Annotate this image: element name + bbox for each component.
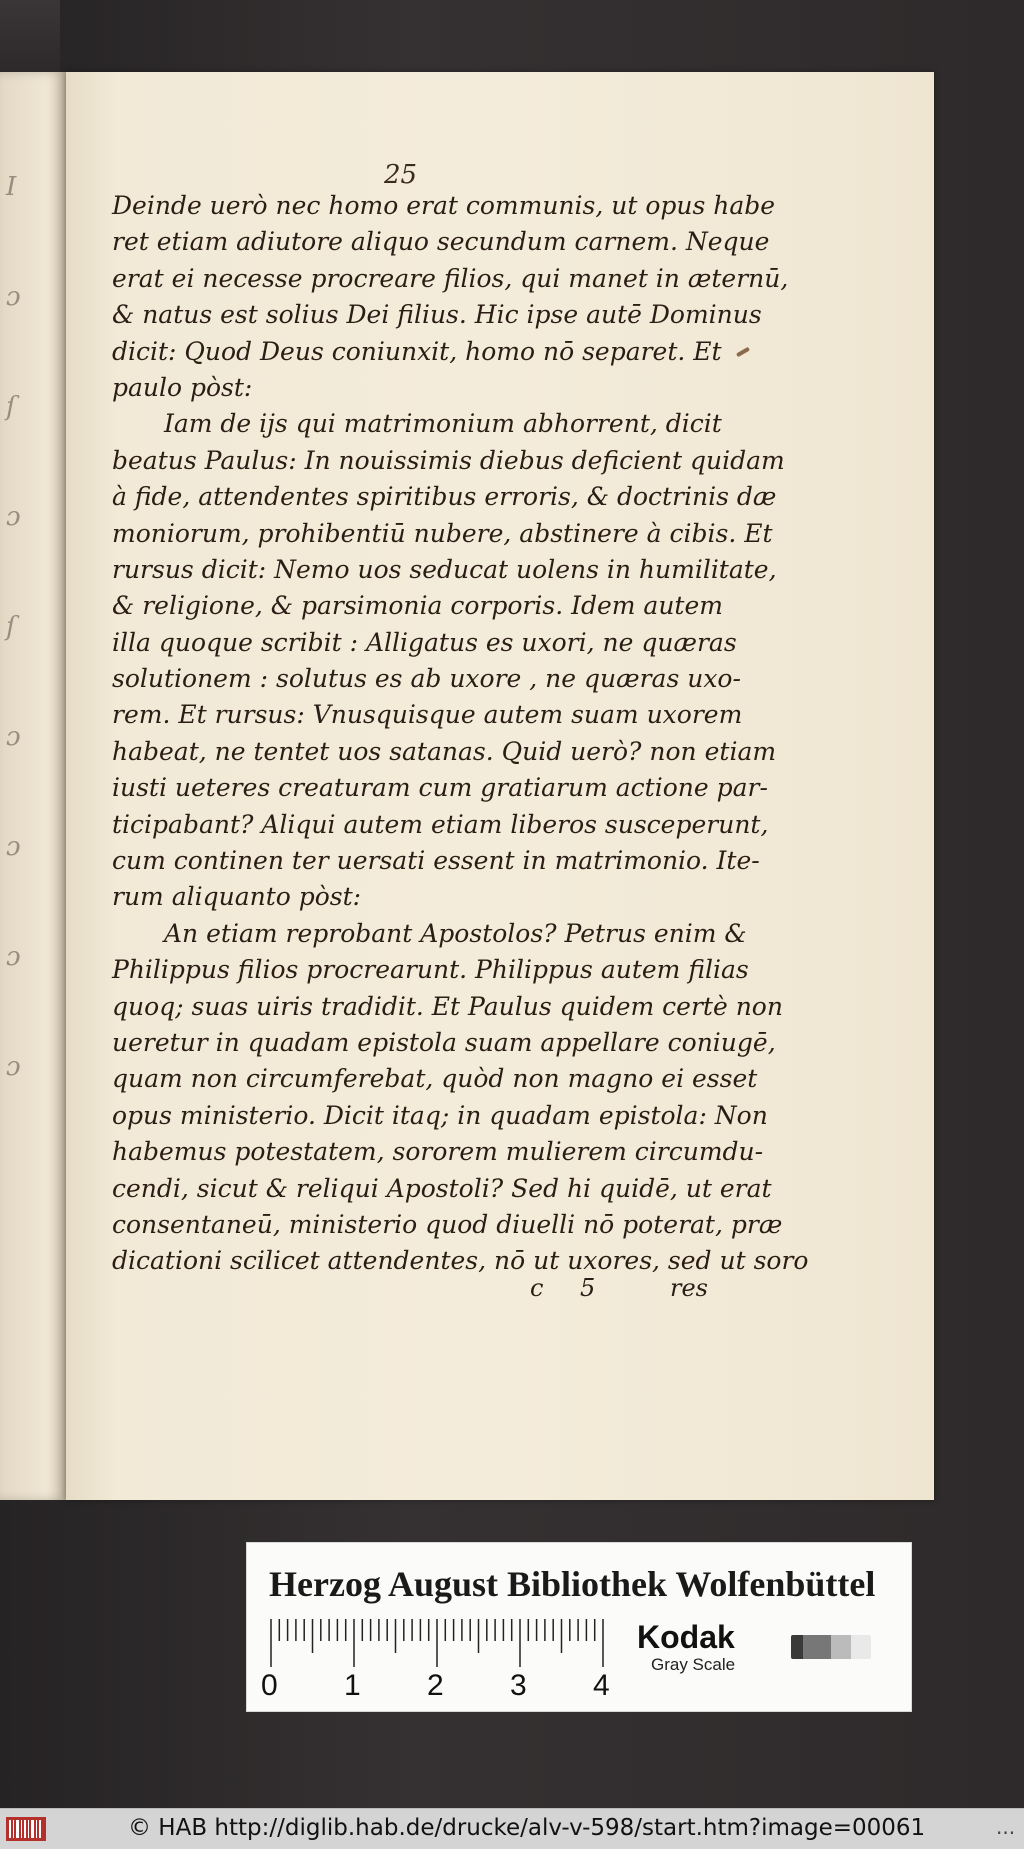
text-line: moniorum, prohibentiū nubere, abstinere à cibis. Et bbox=[112, 518, 773, 548]
kodak-logo: Kodak bbox=[637, 1619, 735, 1655]
text-line: quoq; suas uiris tradidit. Et Paulus quidem certè non bbox=[112, 991, 783, 1021]
text-line: cum continen ter uersati essent in matrimonio. Ite- bbox=[112, 846, 760, 876]
text-line: solutionem : solutus es ab uxore , ne quæras uxo- bbox=[112, 664, 741, 694]
more-options-button[interactable]: ... bbox=[996, 1815, 1016, 1839]
ruler-number: 4 bbox=[593, 1669, 610, 1702]
viewer-footer bbox=[0, 1808, 1024, 1849]
signature-number: 5 bbox=[580, 1274, 596, 1302]
text-line: ticipabant? Aliqui autem etiam liberos susceperunt, bbox=[112, 809, 769, 839]
gray-scale-label: Gray Scale bbox=[651, 1655, 736, 1674]
text-line: & religione, & parsimonia corporis. Idem autem bbox=[112, 591, 723, 621]
text-line: opus ministerio. Dicit itaq; in quadam epistola: Non bbox=[112, 1100, 768, 1130]
text-line: ueretur in quadam epistola suam appellare coniugē, bbox=[112, 1027, 776, 1057]
page-number: 25 bbox=[384, 160, 418, 190]
text-line: rum aliquanto pòst: bbox=[112, 882, 362, 912]
text-line: illa quoque scribit : Alligatus es uxori, ne quæras bbox=[112, 627, 737, 657]
previous-page-edge: I ɔ ſ ɔ ſ ɔ ɔ ɔ ɔ bbox=[0, 72, 66, 1500]
color-calibration-card bbox=[246, 1542, 912, 1712]
barcode-icon bbox=[6, 1817, 46, 1841]
text-line: dicit: Quod Deus coniunxit, homo nō separet. Et bbox=[112, 336, 722, 366]
ruler-number: 0 bbox=[261, 1669, 278, 1702]
text-line: & natus est solius Dei filius. Hic ipse autē Dominus bbox=[112, 300, 762, 330]
text-line: beatus Paulus: In nouissimis diebus deficient quidam bbox=[112, 445, 785, 475]
page-text bbox=[112, 188, 809, 1280]
text-line: rem. Et rursus: Vnusquisque autem suam uxorem bbox=[112, 700, 743, 730]
text-line: ret etiam adiutore aliquo secundum carnem. Neque bbox=[112, 227, 770, 257]
signature-letter: c bbox=[530, 1274, 544, 1302]
text-line: Philippus filios procrearunt. Philippus autem filias bbox=[112, 955, 749, 985]
text-line: habeat, ne tentet uos satanas. Quid uerò? non etiam bbox=[112, 736, 777, 766]
text-line: Iam de ijs qui matrimonium abhorrent, dicit bbox=[164, 409, 722, 439]
text-line: rursus dicit: Nemo uos seducat uolens in humilitate, bbox=[112, 554, 777, 584]
gray-scale-patch bbox=[791, 1635, 871, 1659]
text-line: quam non circumferebat, quòd non magno ei esset bbox=[112, 1064, 758, 1094]
copyright-url[interactable]: © HAB http://diglib.hab.de/drucke/alv-v-598/start.htm?image=00061 bbox=[128, 1815, 926, 1841]
text-line: paulo pòst: bbox=[112, 372, 253, 402]
text-line: à fide, attendentes spiritibus erroris, & doctrinis dæ bbox=[112, 482, 777, 512]
text-line: Deinde uerò nec homo erat communis, ut opus habe bbox=[112, 191, 776, 220]
text-line: An etiam reprobant Apostolos? Petrus enim & bbox=[164, 918, 747, 948]
ruler-scale bbox=[267, 1619, 607, 1669]
scan-top-edge bbox=[0, 0, 60, 72]
ruler-number: 3 bbox=[510, 1669, 527, 1702]
catchword: res bbox=[670, 1274, 708, 1302]
text-line: iusti ueteres creaturam cum gratiarum actione par- bbox=[112, 773, 768, 803]
ruler-number: 1 bbox=[344, 1669, 361, 1702]
text-line: erat ei necesse procreare filios, qui manet in æternū, bbox=[112, 263, 789, 293]
ruler-number: 2 bbox=[427, 1669, 444, 1702]
text-line: habemus potestatem, sororem mulierem circumdu- bbox=[112, 1137, 764, 1167]
text-line: consentaneū, ministerio quod diuelli nō poterat, præ bbox=[112, 1209, 783, 1239]
text-line: cendi, sicut & reliqui Apostoli? Sed hi quidē, ut erat bbox=[112, 1173, 772, 1203]
library-title: Herzog August Bibliothek Wolfenbüttel bbox=[269, 1564, 876, 1604]
text-line: dicationi scilicet attendentes, nō ut uxores, sed ut soro bbox=[112, 1246, 809, 1276]
